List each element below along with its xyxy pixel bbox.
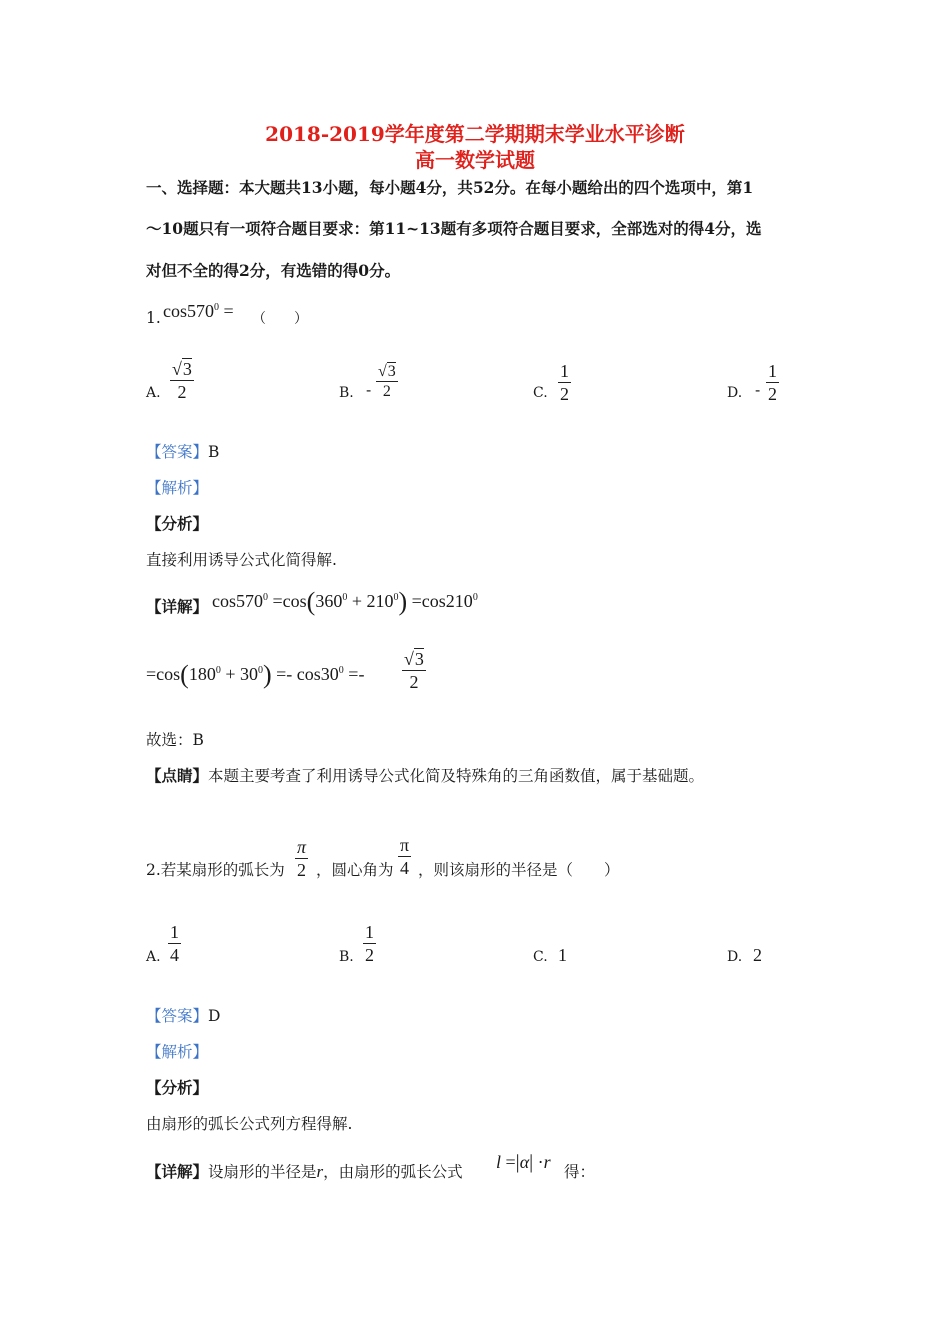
q1-option-c-label: C.: [533, 385, 548, 401]
q1-fenxi-text: 直接利用诱导公式化简得解.: [146, 551, 337, 569]
q2-option-d-value: 2: [753, 945, 762, 965]
q1-detail-tag: 【详解】: [146, 597, 209, 616]
q2-stem-start: 2.若某扇形的弧长为: [146, 861, 285, 879]
q1-option-c-fraction: 1 2: [560, 361, 569, 404]
q1-comment: 【点睛】本题主要考查了利用诱导公式化简及特殊角的三角函数值，属于基础题。: [146, 766, 705, 785]
q2-option-b-label: B.: [339, 949, 354, 965]
q1-fenxi-tag: 【分析】: [146, 514, 209, 533]
q2-angle-fraction: π 4: [400, 835, 410, 878]
q1-option-d-fraction: 1 2: [768, 361, 777, 404]
q2-fenxi-tag: 【分析】: [146, 1078, 209, 1097]
q2-stem-mid: ，圆心角为: [316, 861, 394, 879]
q1-detail-equation-2: $=\cos(180^0 + 30^0) =- \cos 30^0$ =-: [146, 660, 365, 689]
q1-option-a-fraction: √3 2: [172, 359, 192, 402]
q2-stem-end: ，则该扇形的半径是（ ）: [418, 861, 620, 879]
q1-blank-paren: （ ）: [252, 311, 308, 327]
q1-answer: 【答案】B: [146, 443, 220, 461]
q1-detail-equation-1: $\cos 570^0 =\cos(360^0 + 210^0) =\cos 210^0$: [212, 587, 478, 616]
q2-arc-length-formula: l =|α| ·r: [496, 1151, 551, 1173]
q2-option-a-label: A.: [146, 949, 161, 965]
q2-answer: 【答案】D: [146, 1007, 221, 1025]
q2-fenxi-text: 由扇形的弧长公式列方程得解.: [146, 1115, 353, 1133]
q2-option-b-fraction: 1 2: [365, 922, 374, 965]
q1-choose: 故选：B: [146, 731, 204, 749]
q1-detail-result-fraction: √3 2: [404, 649, 424, 692]
q1-number: 1.: [146, 309, 161, 327]
q1-option-b-sign: -: [366, 381, 372, 399]
q1-expression: $\cos 570^0$ =: [163, 301, 234, 321]
q1-option-b-fraction: √3 2: [378, 363, 396, 400]
q2-option-a-fraction: 1 4: [170, 922, 179, 965]
section-intro-line1: 一、选择题：本大题共13小题，每小题4分，共52分。在每小题给出的四个选项中，第1: [146, 178, 754, 197]
q1-option-a-label: A.: [146, 385, 161, 401]
section-intro-line3: 对但不全的得2分，有选错的得0分。: [146, 261, 401, 280]
q1-option-d-label: D.: [727, 385, 743, 401]
document-subtitle: 高一数学试题: [415, 148, 535, 172]
q2-analysis-tag: 【解析】: [146, 1043, 209, 1061]
q2-arc-fraction: π 2: [297, 837, 307, 880]
q1-analysis-tag: 【解析】: [146, 479, 209, 497]
q1-option-b-label: B.: [339, 385, 354, 401]
q2-option-c-label: C.: [533, 949, 548, 965]
q2-option-d-label: D.: [727, 949, 743, 965]
q2-detail-end: 得：: [564, 1163, 596, 1181]
q2-detail: 【详解】设扇形的半径是r，由扇形的弧长公式: [146, 1162, 463, 1181]
q2-option-c-value: 1: [558, 945, 567, 965]
q1-option-d-sign: -: [755, 381, 761, 399]
section-intro-line2: ～10题只有一项符合题目要求：第11~13题有多项符合题目要求，全部选对的得4分，选: [146, 219, 762, 238]
document-title: 2018-2019学年度第二学期期末学业水平诊断: [265, 122, 685, 146]
